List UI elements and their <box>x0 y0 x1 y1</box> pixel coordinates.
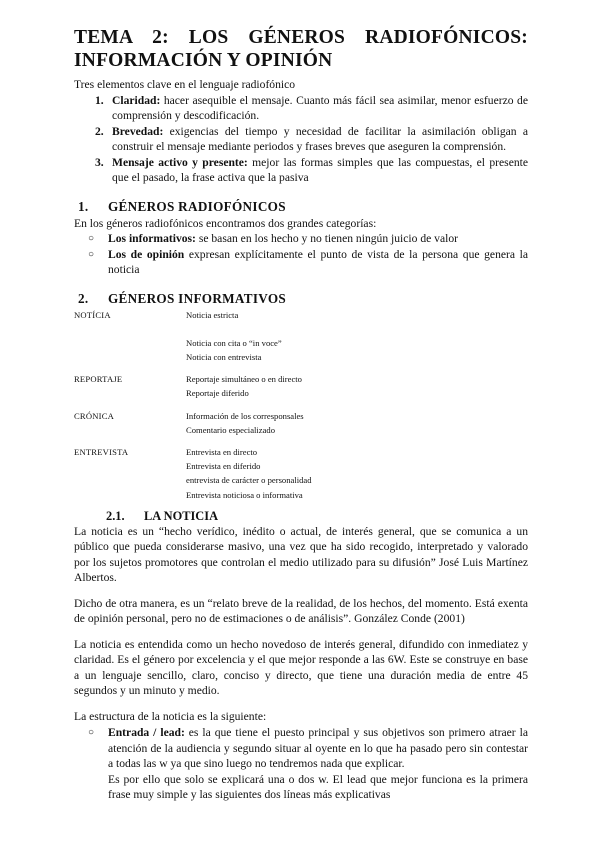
table-row <box>74 409 528 437</box>
section1-list <box>74 231 528 278</box>
section-heading-2 <box>74 291 528 307</box>
structure-list <box>74 725 528 803</box>
table-items <box>186 308 528 365</box>
table-items <box>186 445 528 502</box>
list-item <box>95 155 528 186</box>
table-cell: Reportaje diferido <box>186 388 249 399</box>
table-cell: Reportaje simultáneo o en directo <box>186 374 302 385</box>
table-category: NOTÍCIA <box>74 309 111 320</box>
paragraph: Dicho de otra manera, es un “relato breve de la realidad, de los hechos, del momento. Está exenta de opinión personal, pero no de estimaciones o de análisis”. González Conde (2001) <box>74 596 528 626</box>
subsection-title: LA NOTICIA <box>144 508 219 523</box>
table-cell: Entrevista noticiosa o informativa <box>186 489 303 500</box>
table-cell: entrevista de carácter o personalidad <box>186 475 312 486</box>
table-items <box>186 372 528 400</box>
table-row <box>74 308 528 365</box>
paragraph: La noticia es un “hecho verídico, inédito o actual, de interés general, que se comunica a un público que pueda considerarse masivo, una vez que ha sido recogido, interpretado y valorado por los sujetos promotores que controlan el medio utilizado para su difusión” José Luis Martínez Albertos. <box>74 524 528 585</box>
list-term: Mensaje activo y presente: <box>112 155 248 169</box>
table-cell: Noticia estricta <box>186 309 239 320</box>
section-number: 2. <box>78 290 89 306</box>
list-text: mejor las formas simples que las compuestas, el presente que el pasado, la frase activa que la pasiva <box>112 155 528 184</box>
list-term: Entrada / lead: <box>108 726 185 740</box>
subsection-number: 2.1. <box>106 508 125 523</box>
intro-text: Tres elementos clave en el lenguaje radiofónico <box>74 78 296 91</box>
list-item <box>95 93 528 124</box>
list-item <box>74 231 528 247</box>
genres-table <box>74 308 528 502</box>
list-text: exigencias del tiempo y necesidad de facilitar la asimilación obligan a construir el mensaje mediante periodos y frases breves que aseguren la comprensión. <box>112 124 528 153</box>
list-item <box>74 247 528 278</box>
list-text: hacer asequible el mensaje. Cuanto más fácil sea asimilar, menor esfuerzo de comprensión y descodificación. <box>112 93 528 122</box>
section-title: GÉNEROS RADIOFÓNICOS <box>108 198 286 214</box>
key-elements-list <box>74 93 528 186</box>
bullet-icon: ○ <box>88 727 95 739</box>
table-cell: Entrevista en directo <box>186 446 258 457</box>
section-heading-1 <box>74 199 528 215</box>
table-cell: Noticia con entrevista <box>186 351 262 362</box>
list-text: es la que tiene el puesto principal y sus objetivos son primero atraer la atención de la audiencia y segundo situar al oyente en lo que ha pasado pero sin contestar a todas las w ya que sino luego no tendremos nada que explicar. <box>108 726 528 771</box>
paragraph: La noticia es entendida como un hecho novedoso de interés general, difundido con inmediatez y claridad. Es el género por excelencia y el que mejor responde a las 6W. Este se construye en base a un lenguaje sencillo, claro, conciso y directo, que tiene una duración media de entre 45 segundos y un minuto y medio. <box>74 637 528 698</box>
list-number: 3. <box>95 155 104 169</box>
table-category: ENTREVISTA <box>74 446 129 457</box>
list-item <box>95 124 528 155</box>
table-cell: Información de los corresponsales <box>186 410 304 421</box>
table-category: REPORTAJE <box>74 374 123 385</box>
list-number: 1. <box>95 93 104 107</box>
document-title <box>74 26 528 72</box>
list-continuation: Es por ello que solo se explicará una o dos w. El lead que mejor funciona es la primera frase muy simple y las siguientes dos líneas más explicativas <box>108 772 528 802</box>
table-row <box>74 445 528 502</box>
table-category: CRÓNICA <box>74 410 115 421</box>
bullet-icon: ○ <box>88 248 95 260</box>
list-text: expresan explícitamente el punto de vista de la persona que genera la noticia <box>108 247 528 276</box>
section1-intro: En los géneros radiofónicos encontramos dos grandes categorías: <box>74 216 377 230</box>
paragraph: La estructura de la noticia es la siguiente: <box>74 709 267 723</box>
title-line-1: TEMA 2: LOS GÉNEROS RADIOFÓNICOS: <box>74 27 528 48</box>
section-number: 1. <box>78 198 89 214</box>
subsection-heading <box>74 508 528 524</box>
table-cell <box>186 322 528 336</box>
table-cell: Entrevista en diferido <box>186 461 261 472</box>
list-term: Los de opinión <box>108 247 185 261</box>
section-title: GÉNEROS INFORMATIVOS <box>108 290 287 306</box>
bullet-icon: ○ <box>88 233 95 244</box>
list-text: se basan en los hecho y no tienen ningún juicio de valor <box>195 232 459 245</box>
document-page <box>74 26 528 803</box>
table-row <box>74 372 528 400</box>
table-cell: Noticia con cita o “in voce” <box>186 337 282 348</box>
table-items <box>186 409 528 437</box>
list-term: Claridad: <box>112 93 161 107</box>
title-line-2: INFORMACIÓN Y OPINIÓN <box>74 50 333 71</box>
list-term: Los informativos: <box>108 232 196 245</box>
list-number: 2. <box>95 124 104 138</box>
list-item <box>74 725 528 803</box>
list-term: Brevedad: <box>112 124 164 138</box>
table-cell: Comentario especializado <box>186 424 276 435</box>
